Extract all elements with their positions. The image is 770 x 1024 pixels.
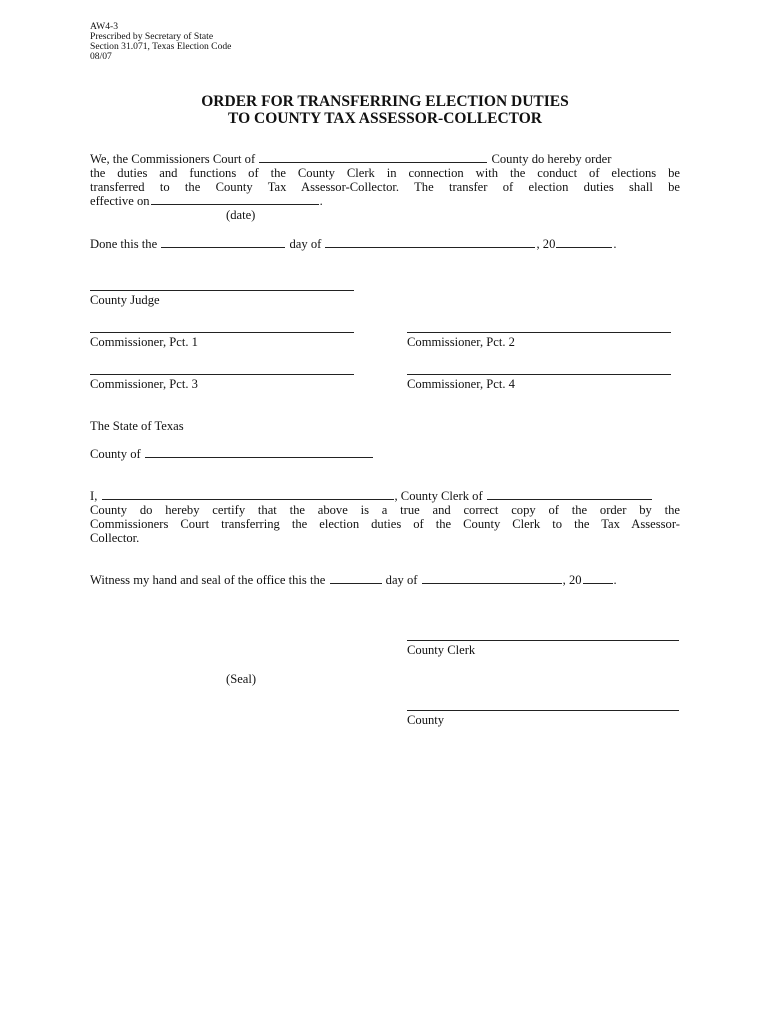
paragraph-line-3: transferred to the County Tax Assessor-Collector. The transfer of election duties shall be bbox=[90, 180, 680, 194]
witness-day-blank[interactable] bbox=[330, 573, 382, 584]
county-signature-line[interactable] bbox=[407, 710, 679, 711]
county-clerk-signature-line[interactable] bbox=[407, 640, 679, 641]
pct1-signature-line[interactable] bbox=[90, 332, 354, 333]
pct1-label: Commissioner, Pct. 1 bbox=[90, 335, 198, 349]
pct3-signature-line[interactable] bbox=[90, 374, 354, 375]
clerk-name-blank[interactable] bbox=[102, 489, 394, 500]
done-this-line: Done this the day of , 20 . bbox=[90, 237, 617, 251]
title-line-1: ORDER FOR TRANSFERRING ELECTION DUTIES bbox=[201, 93, 569, 110]
county-label: County bbox=[407, 713, 445, 727]
pct2-signature-line[interactable] bbox=[407, 332, 671, 333]
county-of-line: County of bbox=[90, 447, 374, 461]
form-id: AW4-3 bbox=[90, 21, 119, 32]
form-date: 08/07 bbox=[90, 51, 112, 62]
commissioners-court-county-blank[interactable] bbox=[259, 152, 487, 163]
county-judge-label: County Judge bbox=[90, 293, 160, 307]
clerk-county-blank[interactable] bbox=[487, 489, 652, 500]
clerk-cert-line-3: Commissioners Court transferring the election duties of the County Clerk to the Tax Assessor- bbox=[90, 517, 680, 531]
done-day-blank[interactable] bbox=[161, 237, 285, 248]
date-label: (date) bbox=[226, 208, 256, 222]
clerk-cert-line-1: I, , County Clerk of bbox=[90, 489, 653, 503]
county-judge-signature-line[interactable] bbox=[90, 290, 354, 291]
paragraph-line-2: the duties and functions of the County Clerk in connection with the conduct of elections be bbox=[90, 166, 680, 180]
witness-month-blank[interactable] bbox=[422, 573, 562, 584]
paragraph-line-4: effective on . bbox=[90, 194, 323, 208]
done-year-blank[interactable] bbox=[556, 237, 612, 248]
title-line-2: TO COUNTY TAX ASSESSOR-COLLECTOR bbox=[228, 110, 542, 127]
done-month-blank[interactable] bbox=[325, 237, 535, 248]
county-clerk-label: County Clerk bbox=[407, 643, 476, 657]
pct3-label: Commissioner, Pct. 3 bbox=[90, 377, 198, 391]
seal-label: (Seal) bbox=[226, 672, 257, 686]
pct4-label: Commissioner, Pct. 4 bbox=[407, 377, 515, 391]
county-of-blank[interactable] bbox=[145, 447, 373, 458]
effective-date-blank[interactable] bbox=[151, 194, 319, 205]
clerk-cert-line-2: County do hereby certify that the above is a true and correct copy of the order by the bbox=[90, 503, 680, 517]
prescribed-by: Prescribed by Secretary of State bbox=[90, 31, 214, 42]
code-section: Section 31.071, Texas Election Code bbox=[90, 41, 232, 52]
paragraph-line-1: We, the Commissioners Court of County do hereby order bbox=[90, 152, 612, 166]
state-of-texas: The State of Texas bbox=[90, 419, 184, 433]
pct2-label: Commissioner, Pct. 2 bbox=[407, 335, 515, 349]
witness-year-blank[interactable] bbox=[583, 573, 613, 584]
pct4-signature-line[interactable] bbox=[407, 374, 671, 375]
clerk-cert-line-4: Collector. bbox=[90, 531, 140, 545]
witness-line: Witness my hand and seal of the office this the day of , 20 . bbox=[90, 573, 617, 587]
